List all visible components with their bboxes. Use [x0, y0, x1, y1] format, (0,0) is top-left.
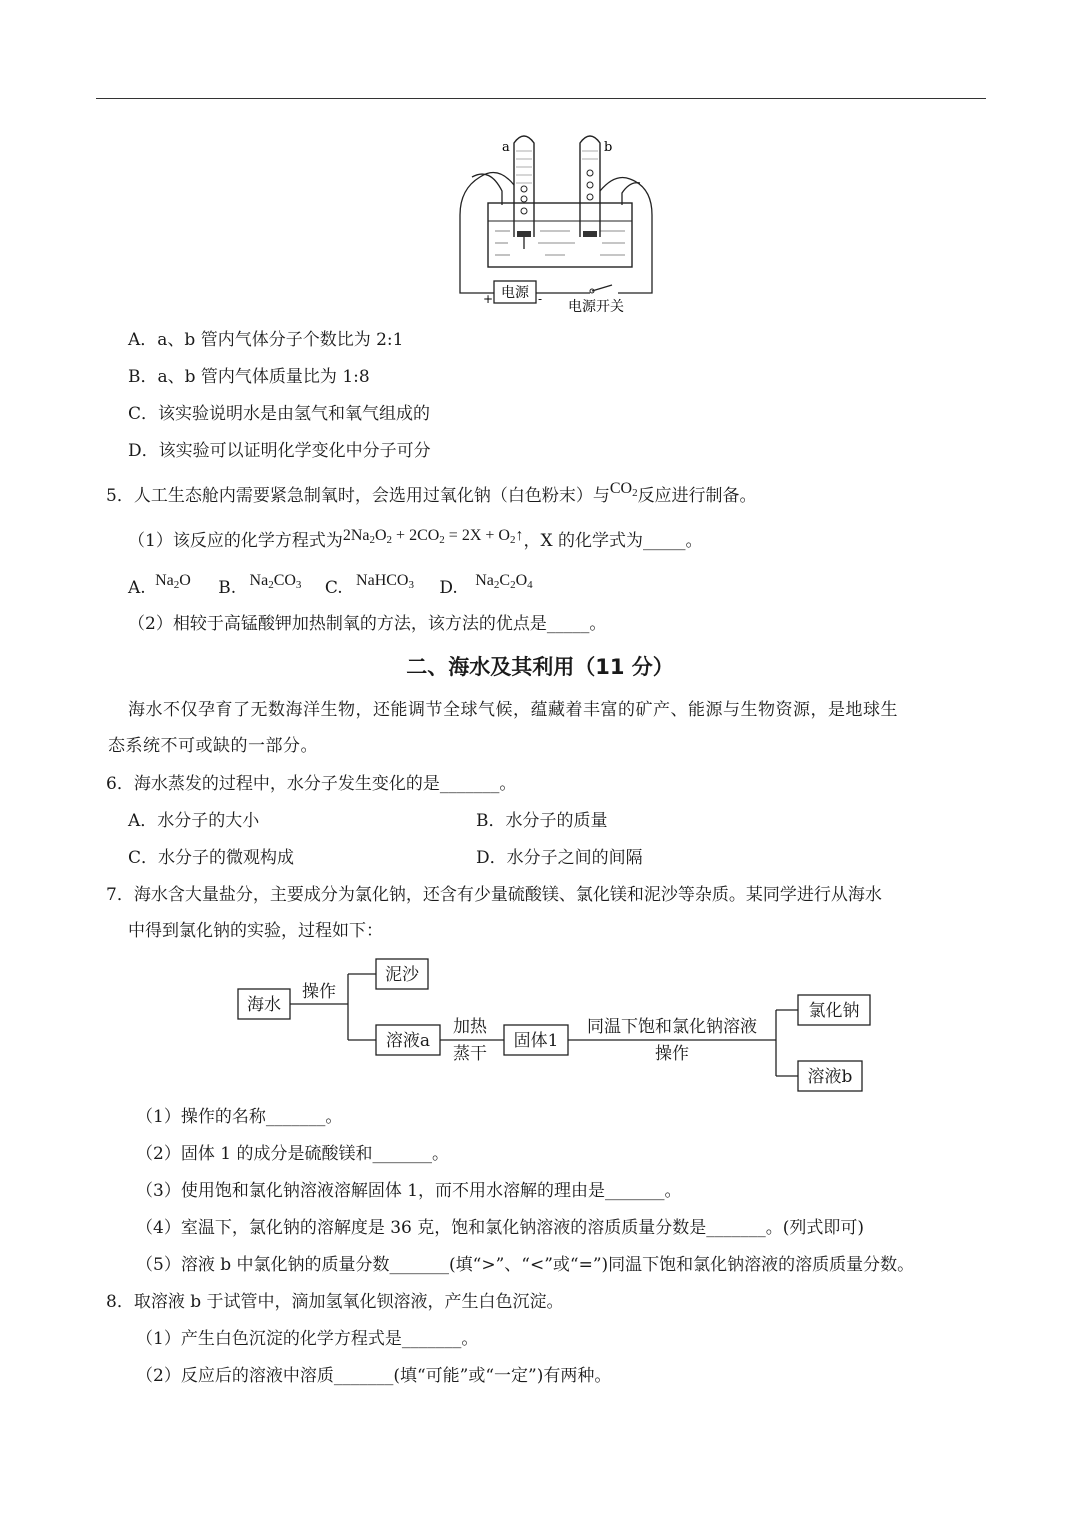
q7-stem-line1: 7．海水含大量盐分，主要成分为氯化钠，还含有少量硫酸镁、氯化镁和泥沙等杂质。某同学进行从海水	[106, 885, 882, 905]
flow-solution-a: 溶液a	[385, 1031, 431, 1051]
plus-sign: +	[483, 292, 494, 306]
q5-sub1-before: （1）该反应的化学方程式为	[128, 531, 343, 551]
q5-stem-before: 5．人工生态舱内需要紧急制氧时，会选用过氧化钠（白色粉末）与	[106, 486, 610, 506]
q5-equation: $2Na_2O_2 + 2CO_2 = 2X$ + $O_2↑$	[342, 527, 524, 546]
q7-sub1: （1）操作的名称_______。	[136, 1107, 343, 1127]
q5-sub1	[128, 528, 702, 559]
flow-evaporate: 蒸干	[453, 1044, 487, 1064]
q5-option-a-label: A.	[128, 578, 146, 598]
tube-b-label: b	[604, 140, 613, 155]
flow-solution-b: 溶液b	[807, 1067, 853, 1087]
electrode-a	[517, 231, 531, 237]
q5-option-b-label: B.	[218, 578, 237, 598]
flow-heat: 加热	[453, 1017, 487, 1037]
wire-right	[600, 178, 652, 294]
section2-title: 二、海水及其利用（11 分）	[406, 655, 674, 679]
q5-option-d-label: D.	[439, 578, 458, 598]
q5-stem-after: 反应进行制备。	[637, 486, 757, 506]
q7-stem-line2: 中得到氯化钠的实验，过程如下：	[128, 921, 383, 941]
flow-solid1: 固体1	[513, 1031, 559, 1051]
q7-sub2: （2）固体 1 的成分是硫酸镁和_______。	[136, 1144, 449, 1164]
minus-sign: -	[538, 292, 543, 306]
q6-option-a: A．水分子的大小	[128, 811, 260, 831]
electrode-b	[583, 231, 597, 237]
water-trough	[488, 203, 632, 267]
section2-intro-line2: 态系统不可或缺的一部分。	[108, 736, 318, 756]
section2-intro-line1: 海水不仅孕育了无数海洋生物，还能调节全球气候，蕴藏着丰富的矿产、能源与生物资源，是地球生	[128, 700, 898, 720]
q8-sub1: （1）产生白色沉淀的化学方程式是_______。	[136, 1329, 479, 1349]
flow-seawater: 海水	[247, 995, 281, 1015]
header-rule	[96, 98, 986, 99]
q5-option-c-label: C.	[324, 578, 343, 598]
q4-option-d: D．该实验可以证明化学变化中分子可分	[128, 441, 431, 461]
q5-options	[128, 572, 533, 606]
q6-stem: 6．海水蒸发的过程中，水分子发生变化的是_______。	[106, 774, 517, 794]
q5-option-a: $Na_2O$	[155, 572, 191, 591]
q7-sub4: （4）室温下，氯化钠的溶解度是 36 克，饱和氯化钠溶液的溶质质量分数是_______。(列式即可)	[136, 1218, 865, 1238]
flow-sand: 泥沙	[385, 965, 419, 985]
q5-co2: $CO_2$	[609, 480, 638, 499]
power-label: 电源	[501, 285, 529, 301]
flow-saturated: 同温下饱和氯化钠溶液	[587, 1017, 757, 1037]
q4-option-a: A．a、b 管内气体分子个数比为 2:1	[128, 330, 404, 350]
q5-sub1-after: ，X 的化学式为_____。	[523, 531, 703, 551]
q5-option-b: $Na_2CO_3$	[249, 572, 302, 591]
q7-sub5: （5）溶液 b 中氯化钠的质量分数_______(填“>”、“<”或“=”)同温下饱和氯化钠溶液的溶质质量分数。	[136, 1255, 915, 1275]
q4-option-b: B．a、b 管内气体质量比为 1:8	[128, 367, 370, 387]
flow-operation: 操作	[302, 982, 336, 1002]
q5-option-c: NaHCO$_3$	[356, 572, 414, 591]
electrolysis-apparatus-diagram	[450, 125, 660, 315]
q6-option-b: B．水分子的质量	[476, 811, 608, 831]
q8-stem: 8．取溶液 b 于试管中，滴加氢氧化钡溶液，产生白色沉淀。	[106, 1292, 564, 1312]
q6-option-c: C．水分子的微观构成	[128, 848, 295, 868]
q7-flowchart	[230, 955, 880, 1095]
flow-nacl: 氯化钠	[808, 1001, 860, 1021]
q4-option-c: C．该实验说明水是由氢气和氧气组成的	[128, 404, 431, 424]
tube-a-label: a	[502, 140, 510, 155]
q5-stem	[106, 480, 757, 514]
switch-label: 电源开关	[568, 299, 624, 315]
flow-operation2: 操作	[655, 1044, 689, 1064]
q6-option-d: D．水分子之间的间隔	[476, 848, 643, 868]
switch-lever	[592, 285, 612, 291]
q8-sub2: （2）反应后的溶液中溶质_______(填“可能”或“一定”)有两种。	[136, 1366, 612, 1386]
q5-option-d: $Na_2C_2O_4$	[475, 572, 533, 591]
q7-sub3: （3）使用饱和氯化钠溶液溶解固体 1，而不用水溶解的理由是_______。	[136, 1181, 682, 1201]
q5-sub2: （2）相较于高锰酸钾加热制氧的方法，该方法的优点是_____。	[128, 614, 607, 634]
